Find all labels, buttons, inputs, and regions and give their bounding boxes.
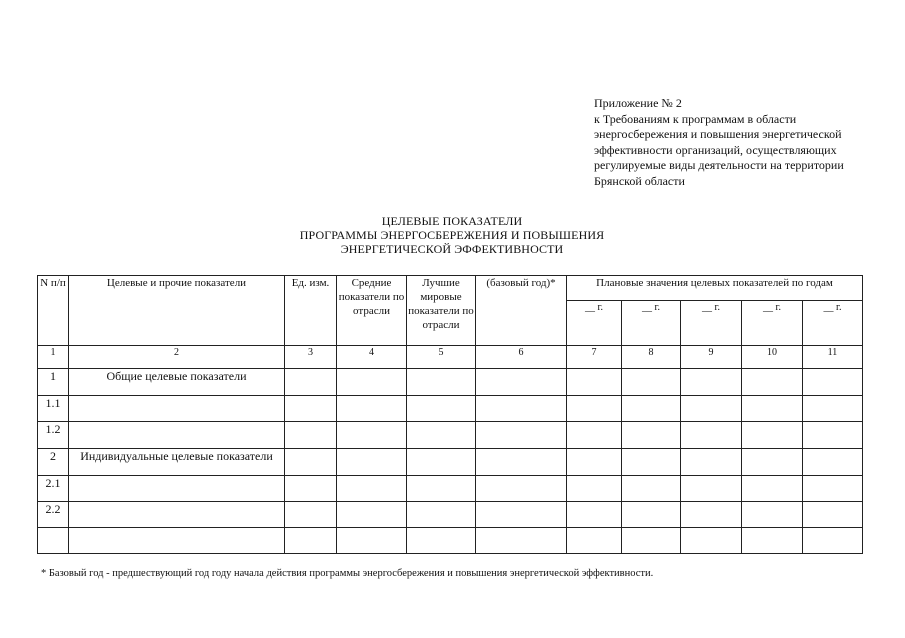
table-cell	[681, 476, 742, 502]
row-label	[69, 476, 285, 502]
header-year: __ г.	[567, 301, 622, 346]
table-cell	[622, 449, 681, 476]
table-row	[38, 502, 863, 528]
header-year: __ г.	[622, 301, 681, 346]
footnote: * Базовый год - предшествующий год году начала действия программы энергосбережения и повышения энергетической эффективности.	[41, 568, 654, 579]
table-row	[38, 476, 863, 502]
table-cell	[476, 502, 567, 528]
table-row	[38, 369, 863, 396]
table-cell	[407, 449, 476, 476]
table-cell	[476, 422, 567, 449]
table-cell	[681, 528, 742, 554]
table-cell	[803, 528, 863, 554]
table-cell	[285, 396, 337, 422]
row-number: 2	[38, 449, 69, 476]
table-cell	[742, 528, 803, 554]
row-label	[69, 502, 285, 528]
table-cell	[337, 422, 407, 449]
table-cell	[567, 422, 622, 449]
row-label: Общие целевые показатели	[69, 369, 285, 396]
table-cell	[567, 449, 622, 476]
table-cell	[567, 528, 622, 554]
table-row	[38, 528, 863, 554]
document-title	[252, 214, 652, 256]
table-cell	[681, 449, 742, 476]
table-cell	[285, 449, 337, 476]
row-label	[69, 396, 285, 422]
table-cell	[337, 396, 407, 422]
appendix-line: энергосбережения и повышения энергетической	[594, 127, 842, 142]
table-cell	[285, 502, 337, 528]
indicators-table	[37, 275, 863, 554]
column-number: 8	[622, 346, 681, 369]
column-number: 2	[69, 346, 285, 369]
appendix-note	[594, 96, 884, 190]
row-number: 2.2	[38, 502, 69, 528]
header-average: Средние показатели по отрасли	[337, 276, 407, 346]
table-cell	[622, 528, 681, 554]
table-cell	[567, 396, 622, 422]
table-row	[38, 449, 863, 476]
table-cell	[681, 369, 742, 396]
table-cell	[337, 528, 407, 554]
table-cell	[285, 422, 337, 449]
column-number: 11	[803, 346, 863, 369]
table-cell	[567, 502, 622, 528]
table-cell	[742, 449, 803, 476]
title-line: ЦЕЛЕВЫЕ ПОКАЗАТЕЛИ	[381, 214, 523, 228]
table-cell	[476, 476, 567, 502]
table-cell	[285, 528, 337, 554]
column-number: 7	[567, 346, 622, 369]
table-cell	[622, 476, 681, 502]
header-base-year: (базовый год)*	[476, 276, 567, 346]
header-year: __ г.	[681, 301, 742, 346]
table-cell	[622, 422, 681, 449]
row-number: 2.1	[38, 476, 69, 502]
row-label: Индивидуальные целевые показатели	[69, 449, 285, 476]
table-cell	[476, 396, 567, 422]
column-number: 10	[742, 346, 803, 369]
table-cell	[337, 369, 407, 396]
row-number: 1	[38, 369, 69, 396]
table-cell	[407, 476, 476, 502]
table-cell	[407, 422, 476, 449]
column-number: 4	[337, 346, 407, 369]
appendix-line: эффективности организаций, осуществляющих	[594, 142, 837, 157]
column-number: 5	[407, 346, 476, 369]
table-cell	[681, 502, 742, 528]
appendix-line: Брянской области	[594, 173, 685, 188]
row-number	[38, 528, 69, 554]
table-cell	[742, 476, 803, 502]
table-cell	[407, 502, 476, 528]
table-cell	[803, 369, 863, 396]
table-cell	[407, 528, 476, 554]
table-cell	[337, 449, 407, 476]
table-cell	[407, 396, 476, 422]
table-cell	[476, 369, 567, 396]
table-row	[38, 396, 863, 422]
row-number: 1.2	[38, 422, 69, 449]
title-line: ЭНЕРГЕТИЧЕСКОЙ ЭФФЕКТИВНОСТИ	[340, 242, 564, 256]
appendix-line: Приложение № 2	[594, 96, 682, 110]
table-cell	[742, 502, 803, 528]
table-cell	[681, 422, 742, 449]
row-number: 1.1	[38, 396, 69, 422]
appendix-line: регулируемые виды деятельности на территории	[594, 158, 844, 173]
table-cell	[803, 476, 863, 502]
row-label	[69, 528, 285, 554]
title-line: ПРОГРАММЫ ЭНЕРГОСБЕРЕЖЕНИЯ И ПОВЫШЕНИЯ	[299, 228, 605, 242]
appendix-line: к Требованиям к программам в области	[594, 111, 797, 126]
header-indicators: Целевые и прочие показатели	[69, 276, 285, 346]
table-cell	[622, 502, 681, 528]
table-cell	[803, 422, 863, 449]
table-cell	[622, 396, 681, 422]
table-cell	[742, 396, 803, 422]
row-label	[69, 422, 285, 449]
table-cell	[742, 369, 803, 396]
header-best-world: Лучшие мировые показатели по отрасли	[407, 276, 476, 346]
table-cell	[742, 422, 803, 449]
table-cell	[407, 369, 476, 396]
table-cell	[803, 396, 863, 422]
table-row	[38, 422, 863, 449]
table-cell	[803, 502, 863, 528]
header-year: __ г.	[803, 301, 863, 346]
table-cell	[567, 476, 622, 502]
table-cell	[476, 449, 567, 476]
column-number: 9	[681, 346, 742, 369]
table-cell	[476, 528, 567, 554]
table-cell	[681, 396, 742, 422]
table-cell	[285, 476, 337, 502]
header-planned-values: Плановые значения целевых показателей по годам	[567, 276, 863, 301]
header-unit: Ед. изм.	[285, 276, 337, 346]
table-cell	[337, 476, 407, 502]
column-number-row	[38, 346, 863, 369]
column-number: 3	[285, 346, 337, 369]
table-cell	[337, 502, 407, 528]
table-cell	[803, 449, 863, 476]
table-cell	[285, 369, 337, 396]
header-year: __ г.	[742, 301, 803, 346]
table-cell	[622, 369, 681, 396]
column-number: 1	[38, 346, 69, 369]
table-cell	[567, 369, 622, 396]
column-number: 6	[476, 346, 567, 369]
header-number: N п/п	[38, 276, 69, 346]
